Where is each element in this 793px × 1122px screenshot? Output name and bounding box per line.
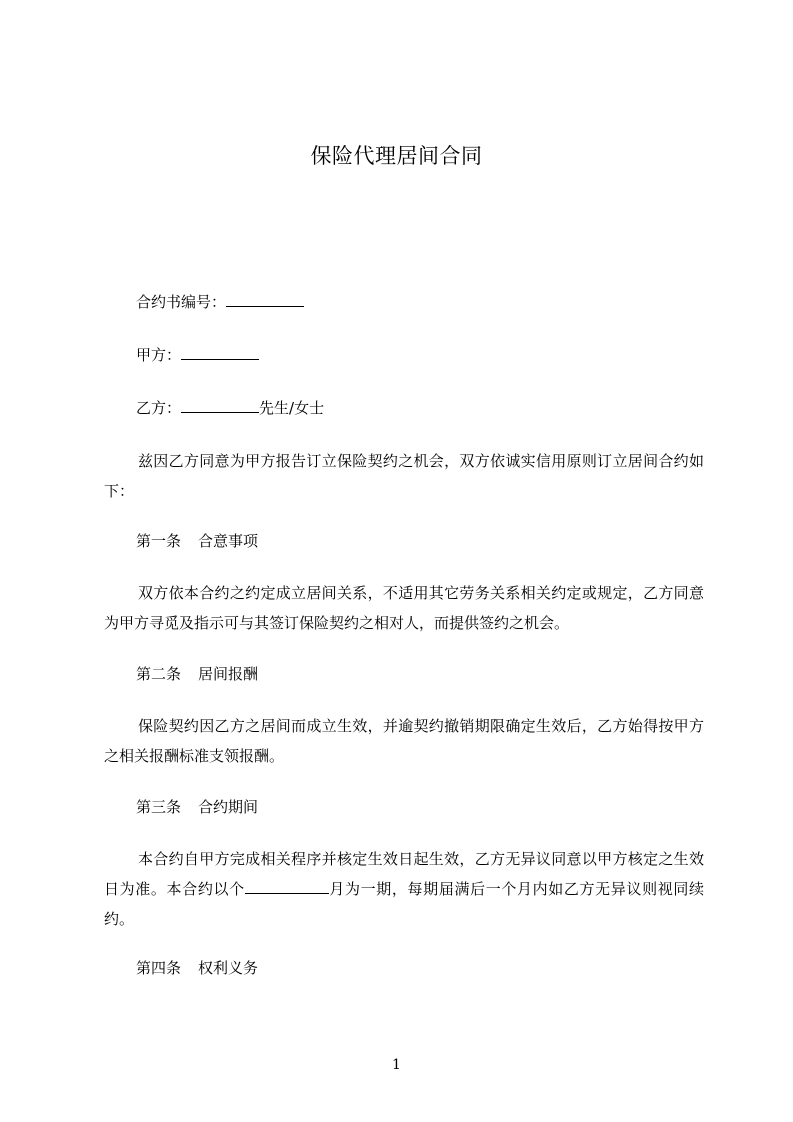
- party-b-suffix: 先生/女士: [259, 399, 325, 417]
- document-title: 保险代理居间合同: [310, 144, 483, 168]
- contract-number-blank: [226, 291, 304, 307]
- article-2-title: 居间报酬: [198, 665, 259, 683]
- article-3-text-after: 月为一期，每期届满后一个月内如乙方无异议则视同续约。: [104, 880, 704, 928]
- article-1-text: 双方依本合约之约定成立居间关系，不适用其它劳务关系相关约定或规定，乙方同意为甲方寻觅及指示可与其签订保险契约之相对人，而提供签约之机会。: [104, 584, 704, 632]
- party-b-label: 乙方：: [136, 399, 182, 417]
- article-3-period-blank: [245, 878, 329, 894]
- article-3-heading: [136, 797, 258, 817]
- article-4-title: 权利义务: [198, 959, 259, 977]
- article-3-number: 第三条: [136, 798, 182, 816]
- article-1-heading: [136, 531, 258, 551]
- party-a-label: 甲方：: [136, 346, 182, 364]
- article-1-number: 第一条: [136, 532, 182, 550]
- article-2-heading: [136, 664, 258, 684]
- party-b-line: [136, 397, 324, 418]
- article-3-text-before: 本合约自甲方完成相关程序并核定生效日起生效，乙方无异议同意以甲方核定之生效日为准。本合约以个: [104, 850, 704, 898]
- party-a-line: [136, 344, 259, 365]
- article-1-title: 合意事项: [198, 532, 259, 550]
- contract-number-line: [136, 291, 304, 312]
- page-number: 1: [392, 1057, 401, 1073]
- party-b-blank: [181, 397, 259, 413]
- contract-number-label: 合约书编号：: [136, 293, 227, 311]
- party-a-blank: [181, 344, 259, 360]
- article-4-number: 第四条: [136, 959, 182, 977]
- article-2-number: 第二条: [136, 665, 182, 683]
- article-3-text: [104, 844, 704, 934]
- article-4-heading: [136, 958, 258, 978]
- article-3-title: 合约期间: [198, 798, 259, 816]
- article-2-text: 保险契约因乙方之居间而成立生效，并逾契约撤销期限确定生效后，乙方始得按甲方之相关报酬标准支领报酬。: [104, 717, 704, 765]
- intro-paragraph: 兹因乙方同意为甲方报告订立保险契约之机会，双方依诚实信用原则订立居间合约如下：: [104, 452, 704, 500]
